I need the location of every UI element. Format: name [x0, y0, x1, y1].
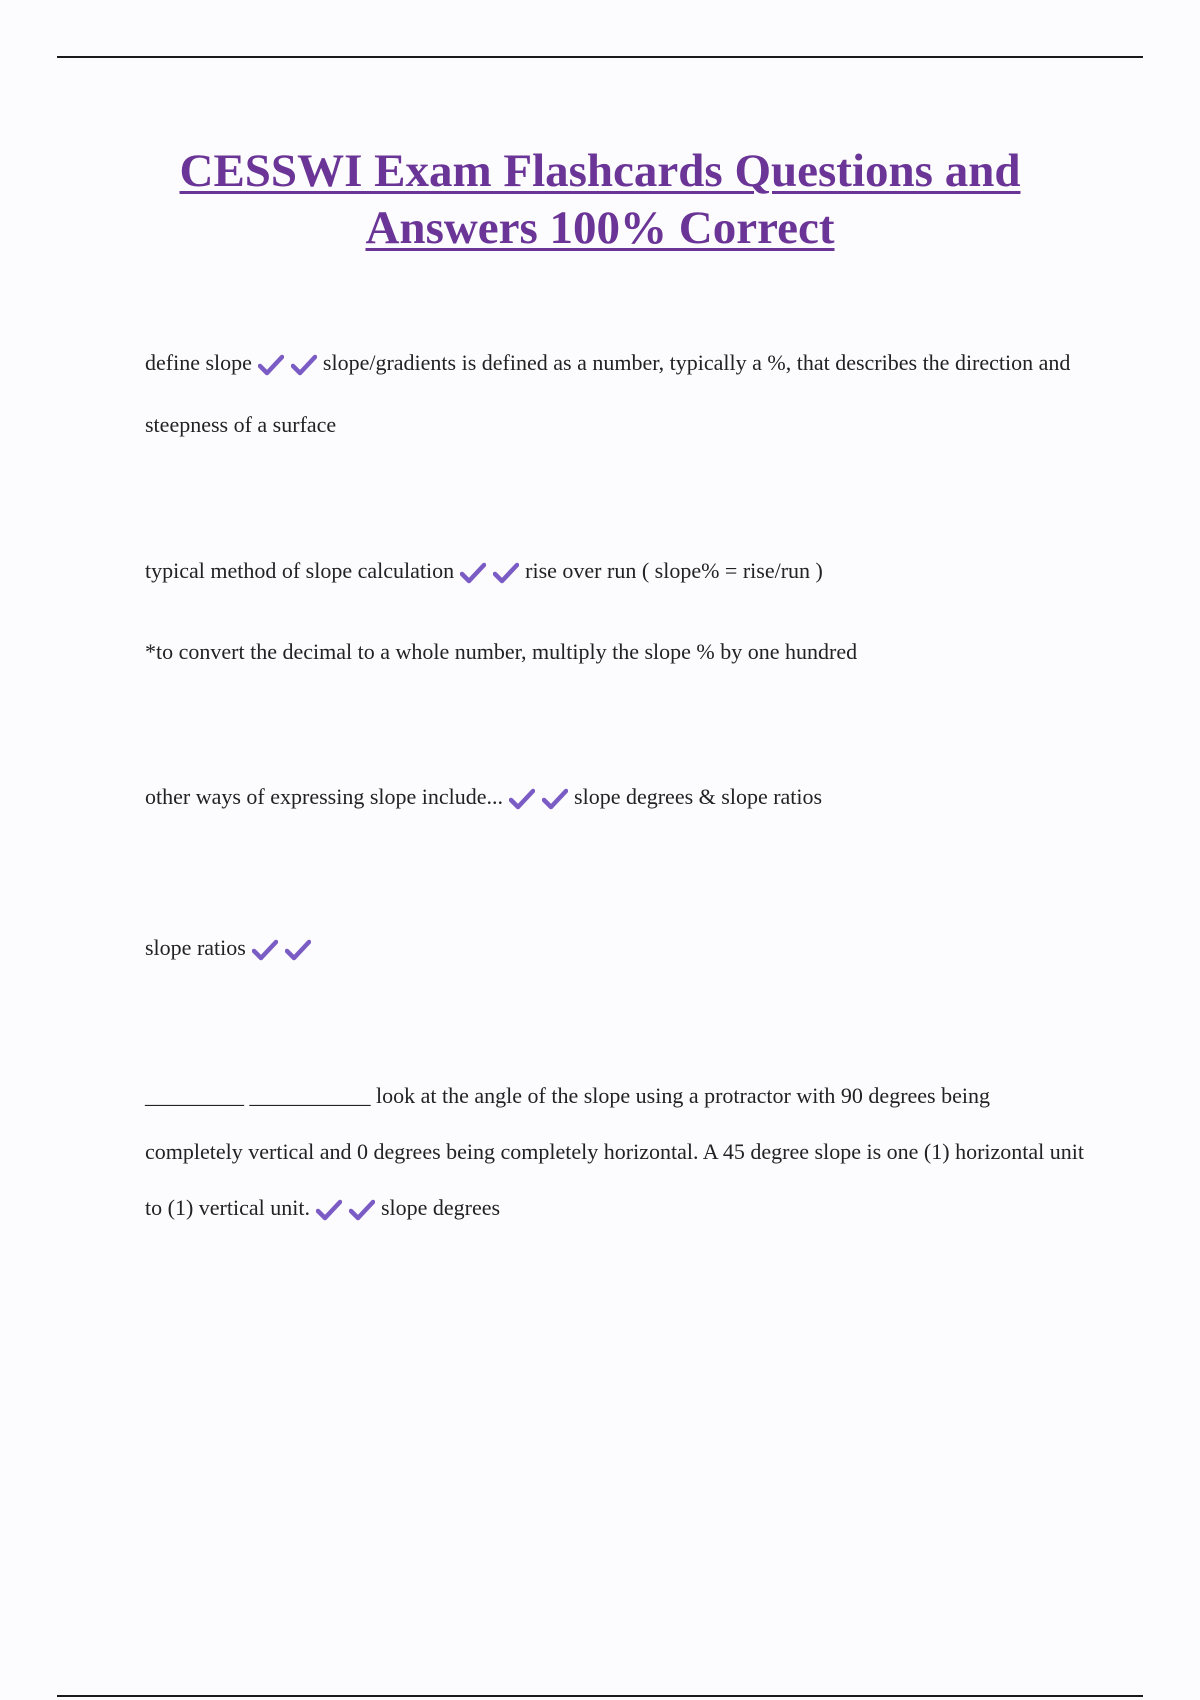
flashcard	[145, 767, 1085, 829]
flashcard-question: _________ ___________ look at the angle of the slope using a protractor with 90 degrees being completely vertical and 0 degrees being completely horizontal. A 45 degree slope is one (1) horizontal unit to (1) vertical unit.	[145, 1083, 1084, 1220]
answer-marker	[509, 767, 568, 827]
flashcard-answer: slope/gradients is defined as a number, typically a %, that describes the direction and steepness of a surface	[145, 350, 1071, 437]
flashcard-answer-note: *to convert the decimal to a whole number, multiply the slope % by one hundred	[145, 638, 858, 664]
flashcard	[145, 918, 1085, 980]
flashcard	[145, 541, 1085, 682]
top-rule	[57, 56, 1143, 58]
checkmark-icon	[285, 939, 311, 961]
page-title	[100, 143, 1100, 257]
flashcard	[145, 1068, 1085, 1238]
flashcard-text	[145, 333, 1085, 455]
flashcard	[145, 333, 1085, 455]
checkmark-icon	[258, 354, 284, 376]
checkmark-icon	[542, 788, 568, 810]
checkmark-icon	[252, 939, 278, 961]
answer-marker	[316, 1180, 375, 1236]
checkmark-icon	[509, 788, 535, 810]
answer-marker	[258, 333, 317, 393]
answer-marker	[252, 918, 311, 978]
flashcard-text	[145, 918, 1085, 980]
flashcard-text	[145, 1068, 1085, 1238]
checkmark-icon	[349, 1199, 375, 1221]
answer-marker	[460, 541, 519, 601]
flashcard-question: typical method of slope calculation	[145, 558, 455, 583]
flashcard-answer: rise over run ( slope% = rise/run )	[525, 558, 823, 583]
checkmark-icon	[460, 562, 486, 584]
checkmark-icon	[493, 562, 519, 584]
title-line-1: CESSWI Exam Flashcards Questions and	[179, 145, 1021, 197]
flashcard-text	[145, 541, 1085, 603]
checkmark-icon	[316, 1199, 342, 1221]
title-line-2: Answers 100% Correct	[365, 202, 835, 254]
flashcard-answer: slope degrees	[380, 1195, 501, 1220]
flashcard-question: other ways of expressing slope include...	[145, 784, 504, 809]
flashcard-text	[145, 767, 1085, 829]
flashcard-answer: slope degrees & slope ratios	[574, 784, 823, 809]
bottom-rule	[57, 1695, 1143, 1697]
flashcard-question: slope ratios	[145, 935, 246, 960]
checkmark-icon	[291, 354, 317, 376]
flashcard-question: define slope	[145, 350, 252, 375]
